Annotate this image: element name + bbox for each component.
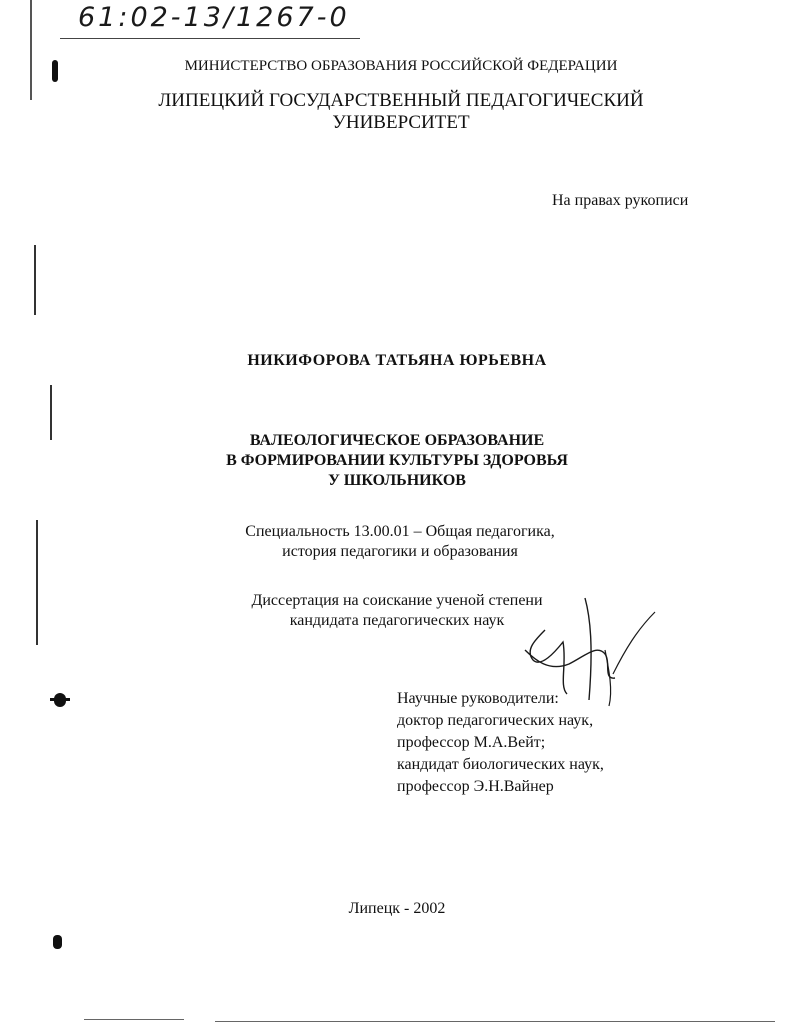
author-name: НИКИФОРОВА ТАТЬЯНА ЮРЬЕВНА xyxy=(247,352,547,369)
supervisors-block xyxy=(397,688,604,798)
supervisor-line: профессор М.А.Вейт; xyxy=(397,734,546,751)
degree-line: кандидата педагогических наук xyxy=(289,612,505,629)
title-line: У ШКОЛЬНИКОВ xyxy=(328,472,466,489)
degree-line: Диссертация на соискание ученой степени xyxy=(251,592,543,609)
specialty-line: история педагогики и образования xyxy=(282,543,518,560)
supervisor-line: профессор Э.Н.Вайнер xyxy=(397,778,554,795)
margin-line xyxy=(30,0,32,100)
specialty-line: Специальность 13.00.01 – Общая педагогика, xyxy=(245,523,555,540)
specialty xyxy=(3,522,794,562)
binder-hole-mark xyxy=(50,698,70,701)
binder-hole-mark xyxy=(53,935,62,949)
title-line: В ФОРМИРОВАНИИ КУЛЬТУРЫ ЗДОРОВЬЯ xyxy=(226,452,568,469)
margin-line xyxy=(34,245,36,315)
supervisors-heading: Научные руководители: xyxy=(397,690,559,707)
university-line: УНИВЕРСИТЕТ xyxy=(332,112,470,133)
bottom-scan-line xyxy=(215,1021,775,1022)
title-line: ВАЛЕОЛОГИЧЕСКОЕ ОБРАЗОВАНИЕ xyxy=(249,432,545,449)
dissertation-title xyxy=(0,431,794,491)
university-line: ЛИПЕЦКИЙ ГОСУДАРСТВЕННЫЙ ПЕДАГОГИЧЕСКИЙ xyxy=(158,90,644,111)
ministry-name: МИНИСТЕРСТВО ОБРАЗОВАНИЯ РОССИЙСКОЙ ФЕДЕРАЦИИ xyxy=(184,58,618,74)
bottom-scan-line xyxy=(84,1019,184,1020)
archive-code: 61:02-13/1267-0 xyxy=(78,2,350,33)
city-year: Липецк - 2002 xyxy=(348,900,446,917)
degree-statement xyxy=(0,591,794,631)
university-name xyxy=(4,90,794,134)
supervisor-line: доктор педагогических наук, xyxy=(397,712,594,729)
supervisor-line: кандидат биологических наук, xyxy=(397,756,604,773)
rights-note: На правах рукописи xyxy=(552,192,689,209)
underline-mark xyxy=(60,38,360,39)
